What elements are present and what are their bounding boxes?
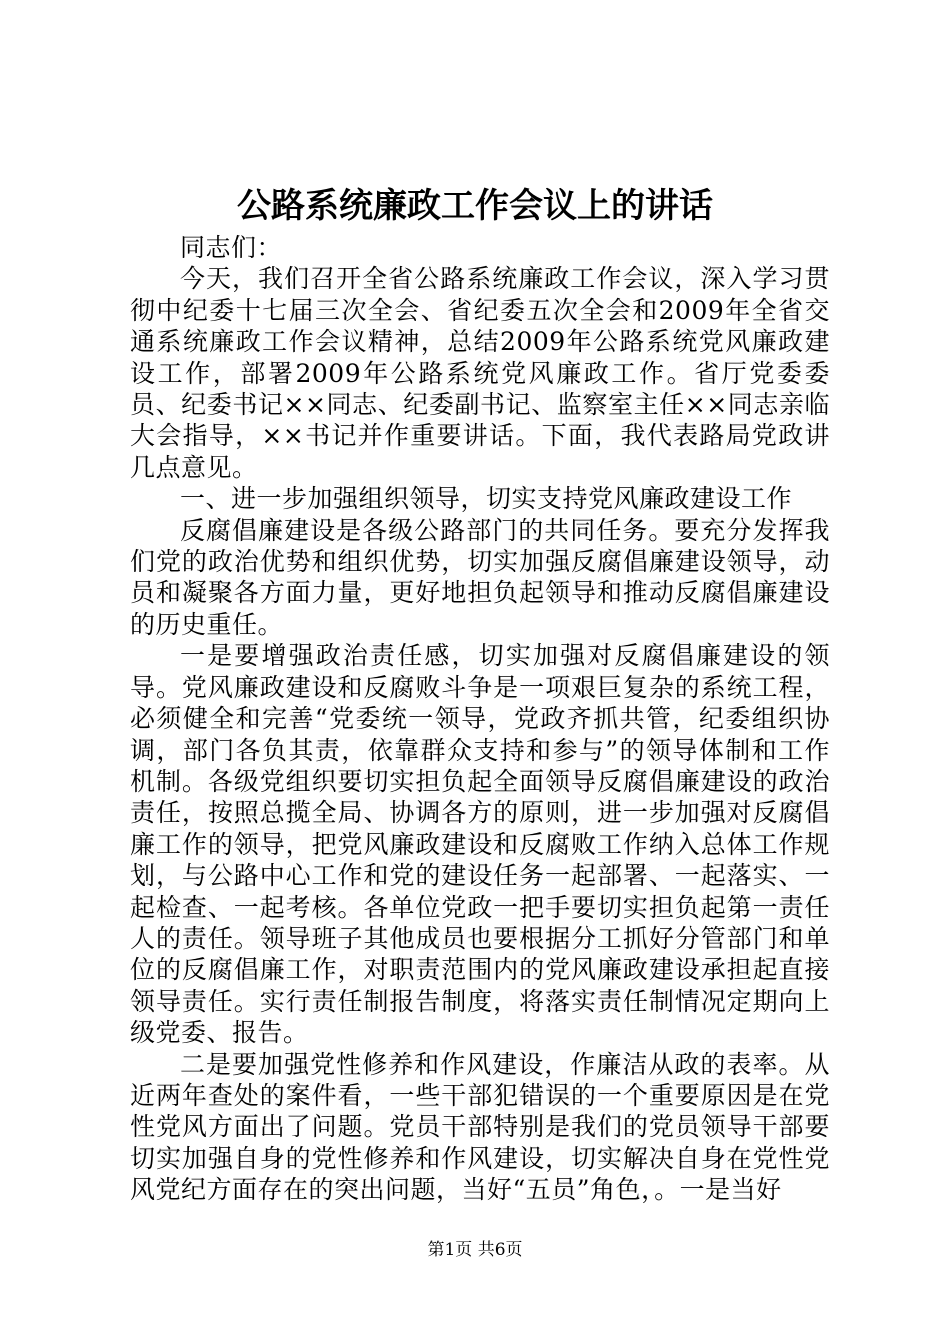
paragraph-section-1: 反腐倡廉建设是各级公路部门的共同任务。要充分发挥我们党的政治优势和组织优势，切实加强反腐倡廉建设领导，动员和凝聚各方面力量，更好地担负起领导和推动反腐倡廉建设的历史重任。 — [130, 515, 830, 639]
section-heading-1: 一、进一步加强组织领导，切实支持党风廉政建设工作 — [180, 484, 793, 514]
document-body — [130, 232, 830, 1206]
paragraph-intro: 今天，我们召开全省公路系统廉政工作会议，深入学习贯彻中纪委十七届三次全会、省纪委五次全会和2009年全省交通系统廉政工作会议精神，总结2009年公路系统党风廉政建设工作，部署2009年公路系统党风廉政工作。省厅党委委员、纪委书记××同志、纪委副书记、监察室主任××同志亲临大会指导，××书记并作重要讲话。下面，我代表路局党政讲几点意见。 — [130, 264, 830, 482]
document-title: 公路系统廉政工作会议上的讲话 — [237, 186, 713, 226]
paragraph-point-2: 二是要加强党性修养和作风建设，作廉洁从政的表率。从近两年查处的案件看，一些干部犯错误的一个重要原因是在党性党风方面出了问题。党员干部特别是我们的党员领导干部要切实加强自身的党性修养和作风建设，切实解决自身在党性党风党纪方面存在的突出问题，当好“五员”角色，。一是当好 — [130, 1049, 830, 1205]
page-footer: 第1页 共6页 — [427, 1240, 523, 1260]
paragraph-salutation: 同志们： — [180, 233, 283, 262]
paragraph-point-1: 一是要增强政治责任感，切实加强对反腐倡廉建设的领导。党风廉政建设和反腐败斗争是一项艰巨复杂的系统工程，必须健全和完善“党委统一领导，党政齐抓共管，纪委组织协调，部门各负其责，依靠群众支持和参与”的领导体制和工作机制。各级党组织要切实担负起全面领导反腐倡廉建设的政治责任，按照总揽全局、协调各方的原则，进一步加强对反腐倡廉工作的领导，把党风廉政建设和反腐败工作纳入总体工作规划，与公路中心工作和党的建设任务一起部署、一起落实、一起检查、一起考核。各单位党政一把手要切实担负起第一责任人的责任。领导班子其他成员也要根据分工抓好分管部门和单位的反腐倡廉工作，对职责范围内的党风廉政建设承担起直接领导责任。实行责任制报告制度，将落实责任制情况定期向上级党委、报告。 — [130, 641, 830, 1048]
